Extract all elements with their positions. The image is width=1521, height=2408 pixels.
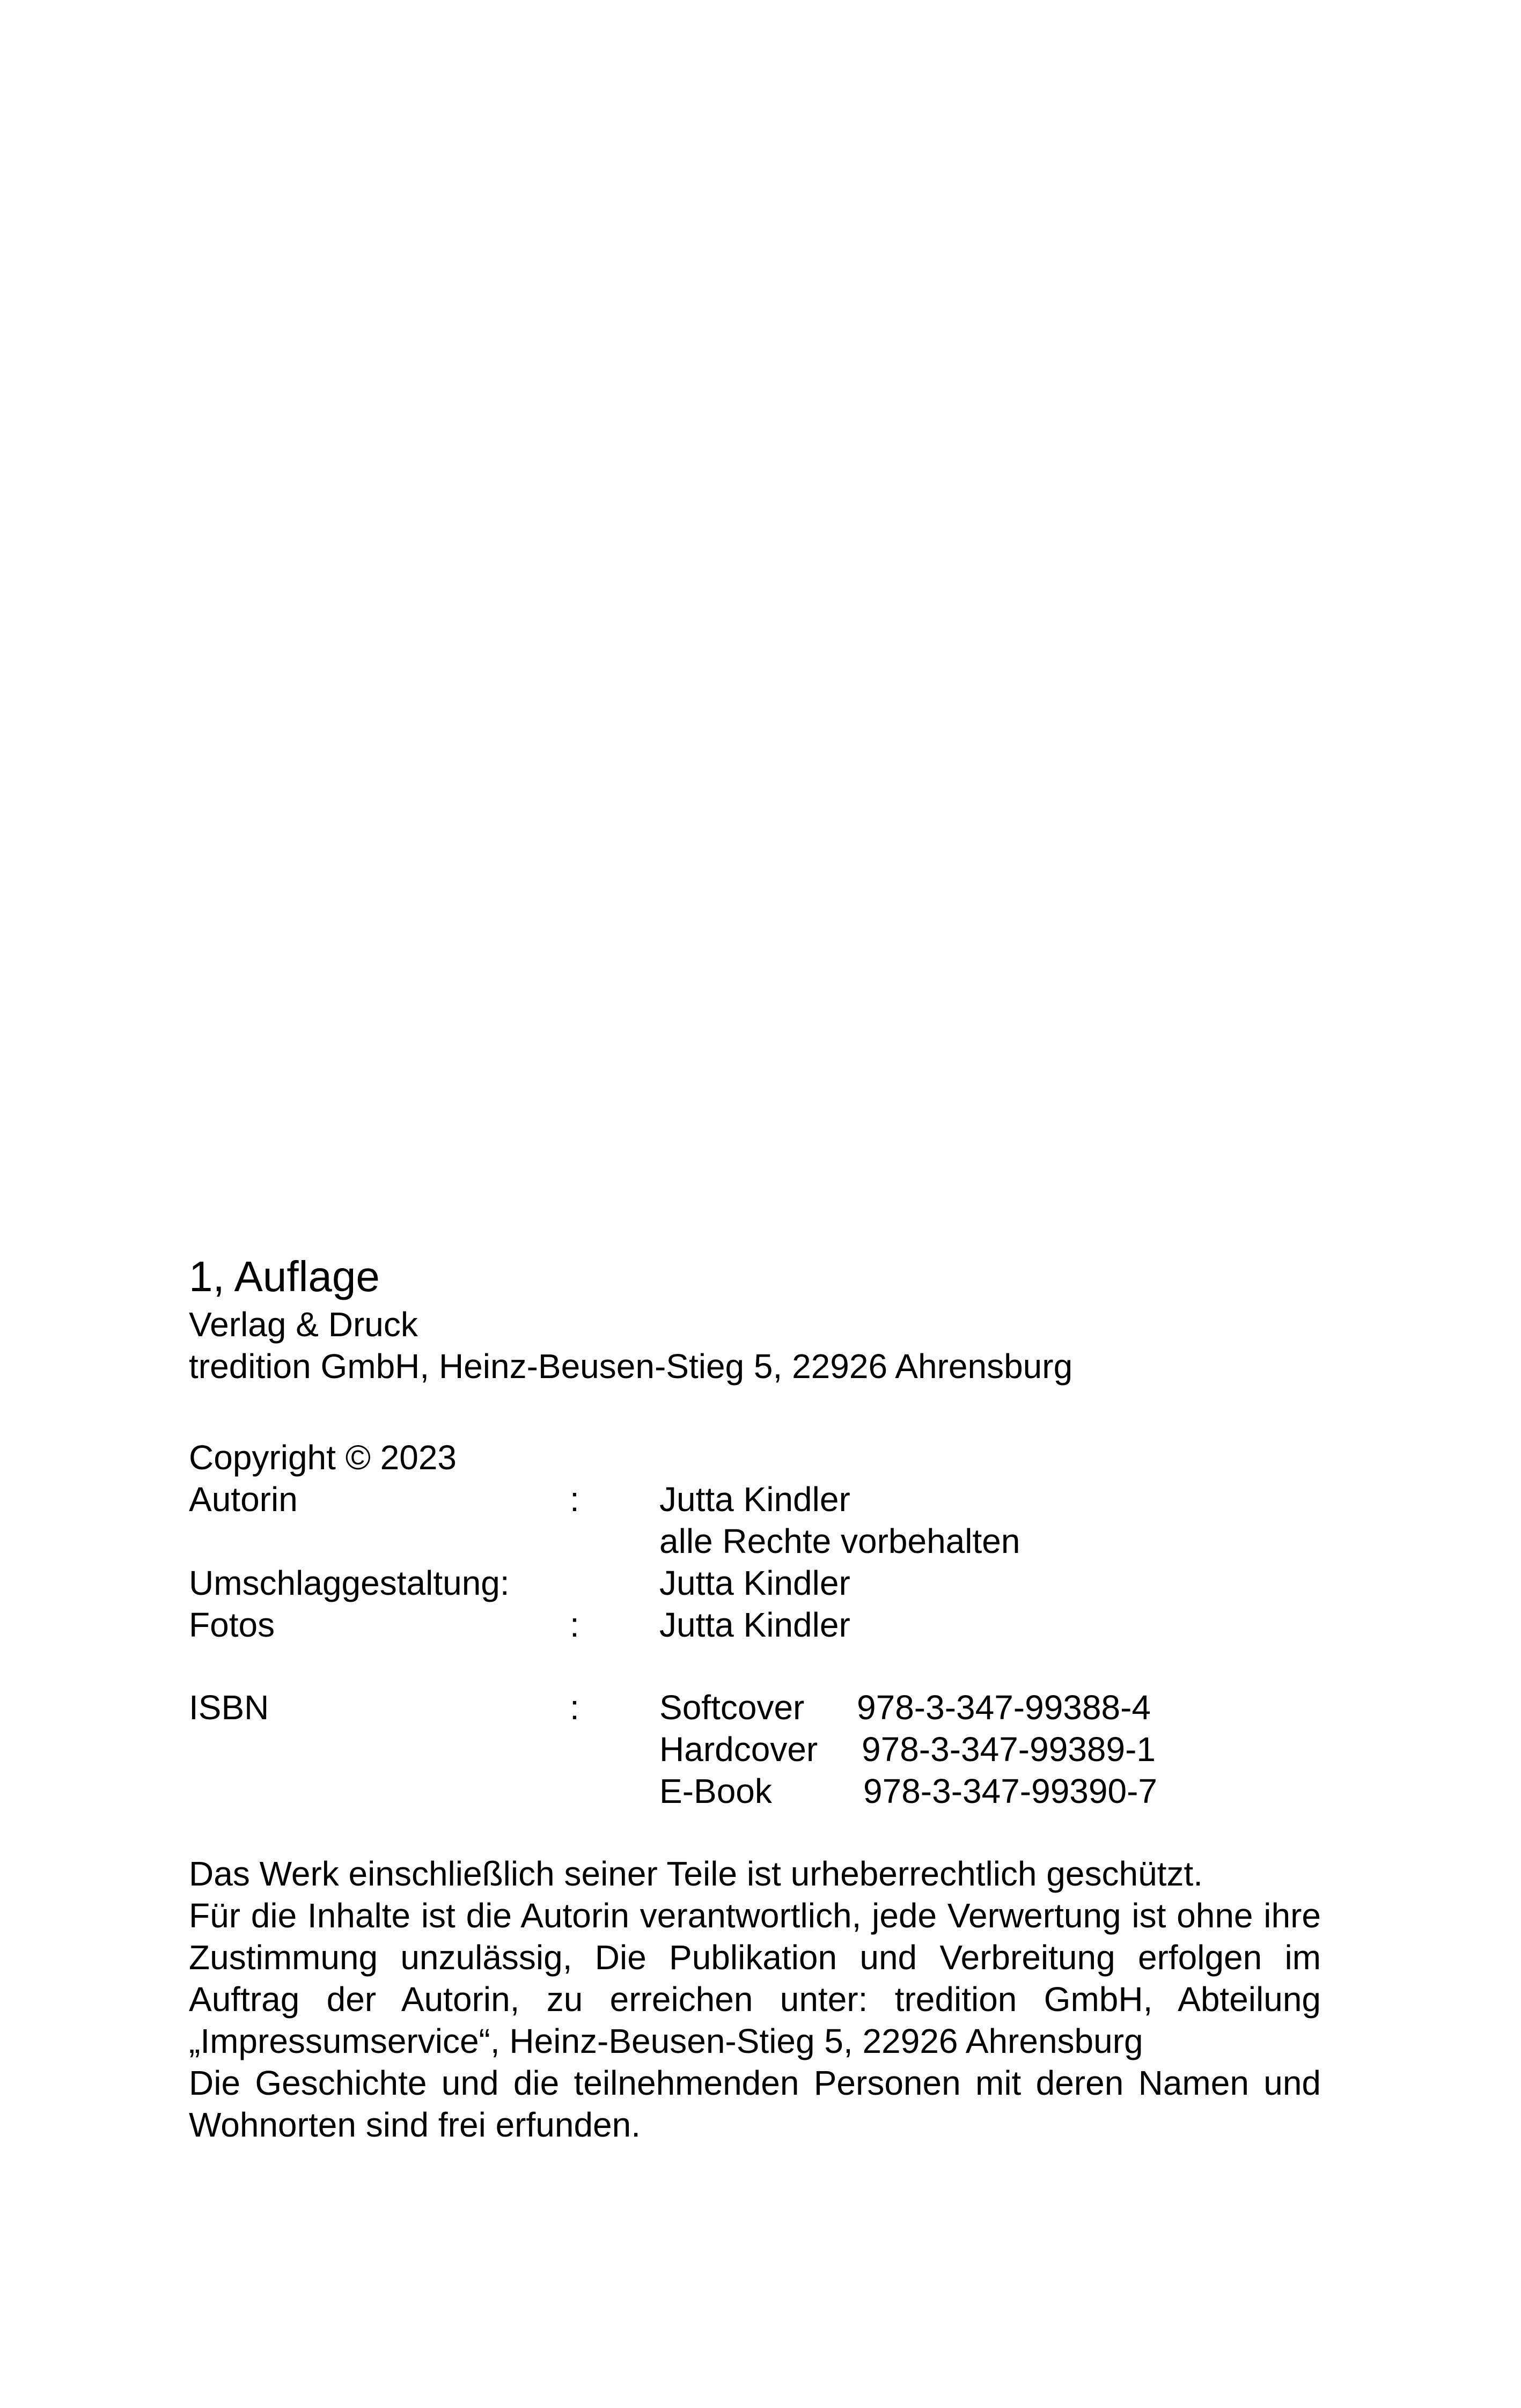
cover-design-label: Umschlaggestaltung: <box>189 1564 510 1602</box>
notice-fiction: Die Geschichte und die teilnehmenden Personen mit deren Namen und Wohnorten sind frei erfunden. <box>189 2064 1321 2144</box>
imprint-block <box>189 1250 1321 2146</box>
isbn-label: ISBN <box>189 1688 269 1727</box>
isbn-colon: : <box>570 1688 579 1727</box>
author-label: Autorin <box>189 1480 298 1519</box>
cover-design-name: Jutta Kindler <box>659 1564 850 1602</box>
author-row <box>189 1478 1321 1520</box>
author-name: Jutta Kindler <box>659 1480 850 1519</box>
isbn-number: 978-3-347-99389-1 <box>862 1730 1156 1769</box>
isbn-type: E-Book <box>659 1772 772 1810</box>
notice-copyright-protection: Das Werk einschließlich seiner Teile ist urheberrechtlich geschützt. <box>189 1854 1203 1893</box>
rights-reserved: alle Rechte vorbehalten <box>659 1522 1020 1560</box>
photos-name: Jutta Kindler <box>659 1606 850 1644</box>
rights-row <box>189 1520 1321 1562</box>
isbn-number: 978-3-347-99390-7 <box>863 1772 1157 1810</box>
isbn-type: Softcover <box>659 1688 805 1727</box>
isbn-type: Hardcover <box>659 1730 818 1769</box>
isbn-row-softcover <box>189 1687 1321 1728</box>
photos-row <box>189 1604 1321 1646</box>
isbn-number: 978-3-347-99388-4 <box>857 1688 1151 1727</box>
author-colon: : <box>570 1480 579 1519</box>
isbn-row-ebook <box>189 1770 1321 1812</box>
cover-design-row <box>189 1562 1321 1604</box>
photos-label: Fotos <box>189 1606 275 1644</box>
photos-colon: : <box>570 1606 579 1644</box>
legal-notice <box>189 1853 1321 2146</box>
copyright: Copyright © 2023 <box>189 1438 457 1477</box>
publisher-address: tredition GmbH, Heinz-Beusen-Stieg 5, 22926 Ahrensburg <box>189 1347 1073 1386</box>
isbn-row-hardcover <box>189 1728 1321 1770</box>
edition: 1, Auflage <box>189 1253 380 1300</box>
notice-responsibility: Für die Inhalte ist die Autorin verantwortlich, jede Verwertung ist ohne ihre Zustimmung unzulässig, Die Publikation und Verbreitung erfolgen im Auftrag der Autorin, zu erreichen unter: tredition GmbH, Abteilung „Impressumservice“, Heinz-Beusen-Stieg 5, 22926 Ahrensburg <box>189 1896 1321 2060</box>
publisher-heading: Verlag & Druck <box>189 1305 418 1344</box>
